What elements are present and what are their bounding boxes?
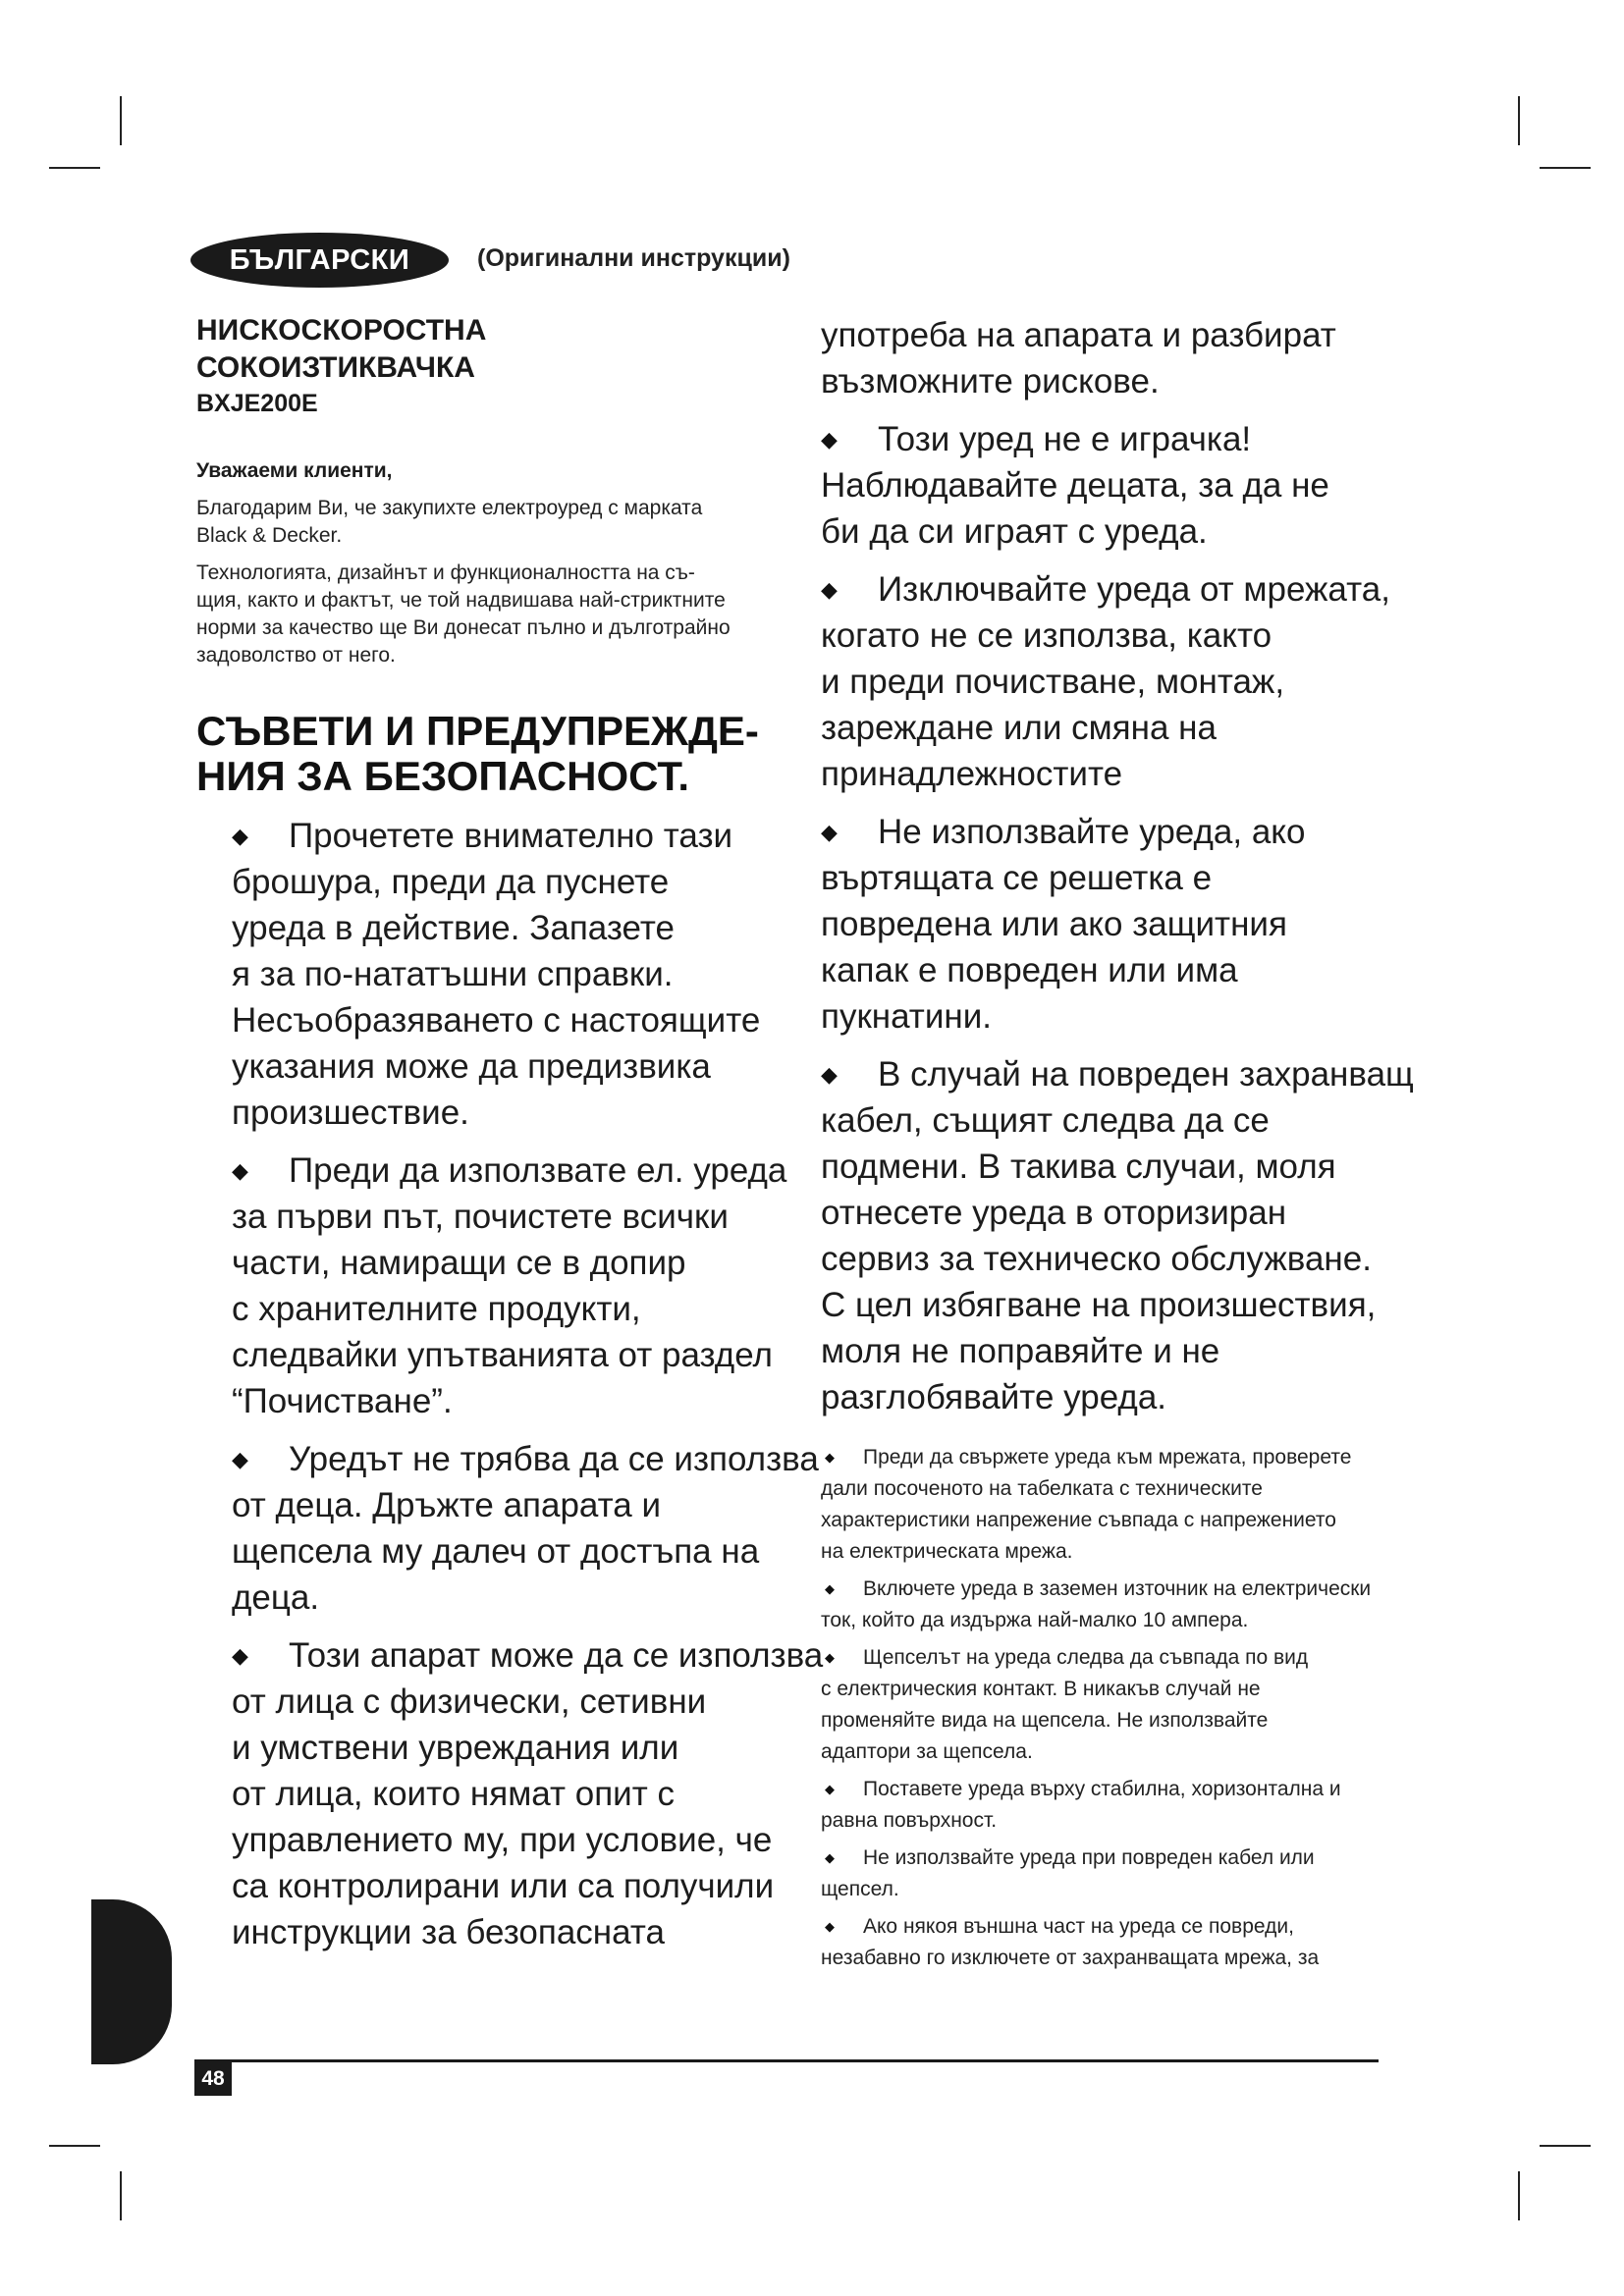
text-line: характеристики напрежение съвпада с напрежението bbox=[821, 1509, 1336, 1531]
text-line: възможните рискове. bbox=[821, 362, 1160, 400]
safety-item bbox=[196, 1436, 819, 1621]
text-line: Несъобразяването с настоящите bbox=[232, 1001, 761, 1040]
text-line: сервиз за техническо обслужване. bbox=[821, 1240, 1372, 1278]
bullet-diamond-icon: ◆ bbox=[232, 1158, 248, 1183]
text-line: произшествие. bbox=[232, 1094, 469, 1132]
product-title bbox=[196, 312, 805, 387]
text-line: Този апарат може да се използва bbox=[289, 1636, 824, 1675]
text-line: от лица с физически, сетивни bbox=[232, 1682, 707, 1721]
text-line: Благодарим Ви, че закупихте електроуред с марката bbox=[196, 497, 703, 519]
intro-paragraph bbox=[196, 560, 805, 669]
bullet-diamond-icon: ◆ bbox=[825, 1850, 835, 1865]
product-model: BXJE200E bbox=[196, 390, 318, 417]
safety-item bbox=[821, 1051, 1428, 1420]
section-tab-marker bbox=[91, 1899, 172, 2064]
text-line: указания може да предизвика bbox=[232, 1047, 711, 1086]
text-line: от деца. Дръжте апарата и bbox=[232, 1486, 662, 1524]
bullet-diamond-icon: ◆ bbox=[821, 1062, 838, 1087]
intro-paragraph bbox=[196, 495, 805, 550]
safety-note bbox=[821, 1574, 1428, 1636]
text-line: Този уред не е играчка! bbox=[878, 420, 1252, 458]
safety-list-small bbox=[821, 1442, 1428, 1974]
greeting: Уважаеми клиенти, bbox=[196, 459, 393, 482]
safety-item-continued bbox=[821, 312, 1428, 404]
bullet-diamond-icon: ◆ bbox=[232, 1447, 248, 1471]
text-line: брошура, преди да пуснете bbox=[232, 863, 670, 901]
safety-list-left bbox=[196, 813, 824, 1955]
heading-line: НИЯ ЗА БЕЗОПАСНОСТ. bbox=[196, 753, 689, 799]
text-line: моля не поправяйте и не bbox=[821, 1332, 1220, 1370]
crop-mark-top-left-v bbox=[120, 96, 122, 145]
crop-mark-top-left-h bbox=[49, 167, 100, 169]
text-line: капак е повреден или има bbox=[821, 951, 1238, 989]
text-line: въртящата се решетка е bbox=[821, 859, 1213, 897]
text-line: щепсела му далеч от достъпа на bbox=[232, 1532, 760, 1571]
text-line: Включете уреда в заземен източник на електрически bbox=[863, 1577, 1372, 1600]
text-line: Прочетете внимателно тази bbox=[289, 817, 733, 855]
safety-note bbox=[821, 1911, 1428, 1974]
safety-item bbox=[821, 809, 1428, 1040]
product-title-line: НИСКОСКОРОСТНА bbox=[196, 314, 487, 347]
safety-heading bbox=[196, 709, 805, 799]
text-line: от лица, които нямат опит с bbox=[232, 1775, 675, 1813]
crop-mark-top-right-v bbox=[1518, 96, 1520, 145]
text-line: Black & Decker. bbox=[196, 524, 343, 547]
text-line: пукнатини. bbox=[821, 997, 992, 1036]
page-number: 48 bbox=[194, 2062, 232, 2096]
text-line: части, намиращи се в допир bbox=[232, 1244, 686, 1282]
bullet-diamond-icon: ◆ bbox=[232, 824, 248, 848]
bullet-diamond-icon: ◆ bbox=[825, 1581, 835, 1596]
text-line: с хранителните продукти, bbox=[232, 1290, 641, 1328]
bullet-diamond-icon: ◆ bbox=[821, 427, 838, 452]
right-column bbox=[821, 312, 1428, 1980]
text-line: норми за качество ще Ви донесат пълно и дълготрайно bbox=[196, 616, 731, 639]
text-line: Изключвайте уреда от мрежата, bbox=[878, 570, 1390, 609]
language-badge: БЪЛГАРСКИ bbox=[190, 233, 449, 288]
safety-item bbox=[196, 813, 805, 1136]
crop-mark-top-right-h bbox=[1540, 167, 1591, 169]
text-line: Поставете уреда върху стабилна, хоризонтална и bbox=[863, 1778, 1341, 1800]
text-line: незабавно го изключете от захранващата мрежа, за bbox=[821, 1947, 1320, 1969]
text-line: кабел, същият следва да се bbox=[821, 1101, 1270, 1140]
crop-mark-bottom-left-h bbox=[49, 2145, 100, 2147]
heading-line: СЪВЕТИ И ПРЕДУПРЕЖДЕ- bbox=[196, 708, 759, 754]
text-line: променяйте вида на щепсела. Не използвайте bbox=[821, 1709, 1269, 1732]
text-line: Преди да използвате ел. уреда bbox=[289, 1151, 787, 1190]
text-line: би да си играят с уреда. bbox=[821, 512, 1208, 551]
crop-mark-bottom-right-h bbox=[1540, 2145, 1591, 2147]
text-line: деца. bbox=[232, 1578, 320, 1617]
safety-item bbox=[821, 416, 1428, 555]
text-line: и преди почистване, монтаж, bbox=[821, 663, 1285, 701]
text-line: на електрическата мрежа. bbox=[821, 1540, 1073, 1563]
text-line: Уредът не трябва да се използва bbox=[289, 1440, 819, 1478]
text-line: равна повърхност. bbox=[821, 1809, 998, 1832]
text-line: когато не се използва, както bbox=[821, 616, 1272, 655]
text-line: уреда в действие. Запазете bbox=[232, 909, 675, 947]
safety-note bbox=[821, 1774, 1428, 1837]
safety-item bbox=[821, 566, 1428, 797]
text-line: управлението му, при условие, че bbox=[232, 1821, 773, 1859]
bullet-diamond-icon: ◆ bbox=[825, 1450, 835, 1465]
text-line: са контролирани или са получили bbox=[232, 1867, 775, 1905]
text-line: Не използвайте уреда, ако bbox=[878, 813, 1306, 851]
text-line: адаптори за щепсела. bbox=[821, 1740, 1033, 1763]
safety-note bbox=[821, 1842, 1428, 1905]
bullet-diamond-icon: ◆ bbox=[821, 577, 838, 602]
text-line: Наблюдавайте децата, за да не bbox=[821, 466, 1329, 505]
crop-mark-bottom-left-v bbox=[120, 2171, 122, 2220]
text-line: следвайки упътванията от раздел bbox=[232, 1336, 773, 1374]
text-line: “Почистване”. bbox=[232, 1382, 453, 1420]
text-line: В случай на повреден захранващ bbox=[878, 1055, 1414, 1094]
text-line: зареждане или смяна на bbox=[821, 709, 1217, 747]
safety-item bbox=[196, 1148, 805, 1424]
safety-item bbox=[196, 1632, 824, 1955]
text-line: Технологията, дизайнът и функционалността на съ- bbox=[196, 561, 695, 584]
text-line: С цел избягване на произшествия, bbox=[821, 1286, 1377, 1324]
text-line: и умствени увреждания или bbox=[232, 1729, 679, 1767]
product-title-line: СОКОИЗТИКВАЧКА bbox=[196, 351, 475, 384]
safety-note bbox=[821, 1442, 1428, 1568]
text-line: употреба на апарата и разбират bbox=[821, 316, 1336, 354]
text-line: Преди да свържете уреда към мрежата, проверете bbox=[863, 1446, 1352, 1468]
original-instructions-label: (Оригинални инструкции) bbox=[477, 244, 790, 272]
safety-list-right bbox=[821, 416, 1428, 1420]
left-column bbox=[196, 312, 824, 1967]
footer-rule bbox=[194, 2059, 1379, 2062]
text-line: инструкции за безопасната bbox=[232, 1913, 665, 1951]
text-line: Щепселът на уреда следва да съвпада по вид bbox=[863, 1646, 1309, 1669]
text-line: ток, който да издържа най-малко 10 ампера. bbox=[821, 1609, 1249, 1631]
text-line: дали посоченото на табелката с техническите bbox=[821, 1477, 1263, 1500]
text-line: с електрическия контакт. В никакъв случай не bbox=[821, 1678, 1261, 1700]
text-line: задоволство от него. bbox=[196, 644, 396, 667]
text-line: разглобявайте уреда. bbox=[821, 1378, 1167, 1416]
text-line: Ако някоя външна част на уреда се повреди, bbox=[863, 1915, 1294, 1938]
safety-note bbox=[821, 1642, 1428, 1768]
text-line: я за по-нататъшни справки. bbox=[232, 955, 674, 993]
text-line: Не използвайте уреда при повреден кабел или bbox=[863, 1846, 1315, 1869]
text-line: щия, както и фактът, че той надвишава най-стриктните bbox=[196, 589, 726, 612]
bullet-diamond-icon: ◆ bbox=[825, 1919, 835, 1934]
text-line: принадлежностите bbox=[821, 755, 1123, 793]
bullet-diamond-icon: ◆ bbox=[821, 820, 838, 844]
bullet-diamond-icon: ◆ bbox=[825, 1782, 835, 1796]
bullet-diamond-icon: ◆ bbox=[825, 1650, 835, 1665]
crop-mark-bottom-right-v bbox=[1518, 2171, 1520, 2220]
text-line: подмени. В такива случаи, моля bbox=[821, 1148, 1336, 1186]
text-line: повредена или ако защитния bbox=[821, 905, 1287, 943]
text-line: отнесете уреда в оторизиран bbox=[821, 1194, 1287, 1232]
bullet-diamond-icon: ◆ bbox=[232, 1643, 248, 1668]
text-line: за първи път, почистете всички bbox=[232, 1198, 729, 1236]
text-line: щепсел. bbox=[821, 1878, 899, 1900]
